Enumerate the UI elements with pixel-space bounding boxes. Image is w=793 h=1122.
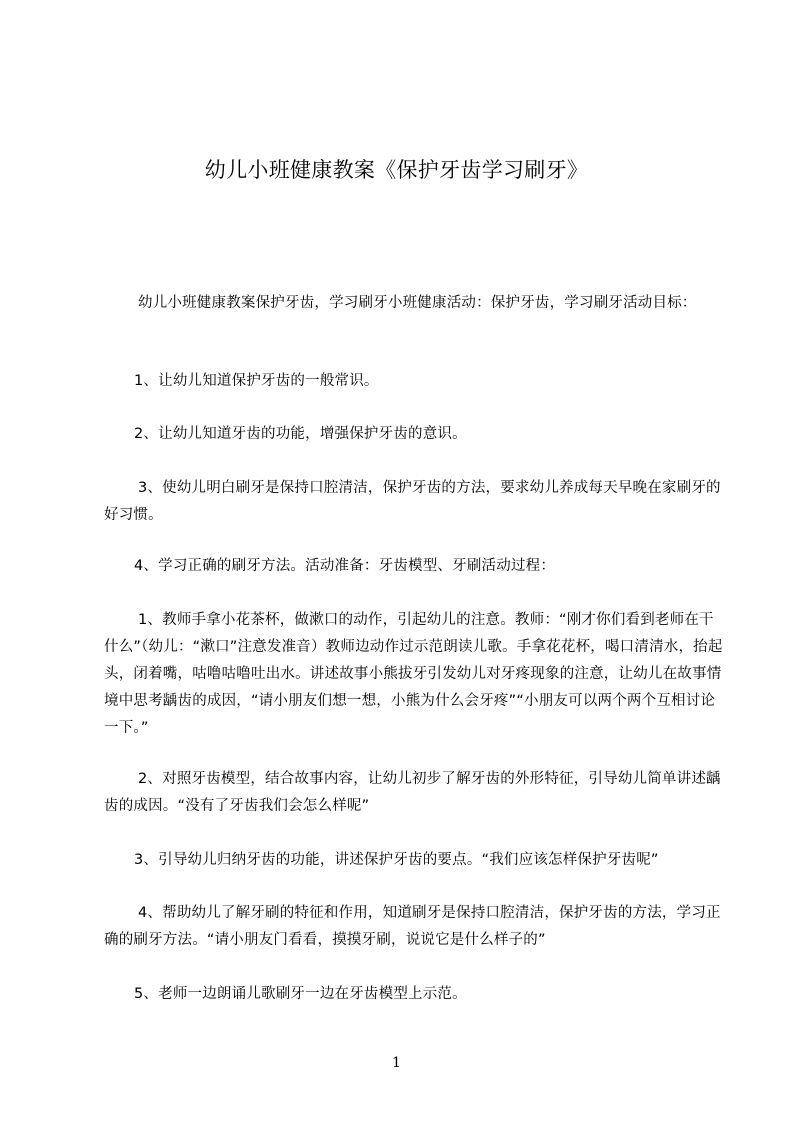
paragraph-goal-1: 1、让幼儿知道保护牙齿的一般常识。 — [134, 373, 379, 389]
paragraph-step-1: 1、教师手拿小花茶杯，做漱口的动作，引起幼儿的注意。教师：“刚才你们看到老师在干什么”（幼儿：“漱口”注意发准音）教师边动作过示范朗读儿歌。手拿花花杯，喝口清清水，抬起头，闭着嘴，咕噜咕噜吐出水。讲述故事小熊拔牙引发幼儿对牙疼现象的注意，让幼儿在故事情境中思考龋齿的成因，“请小朋友们想一想，小熊为什么会牙疼”“小朋友可以两个两个互相讨论一下。” — [104, 612, 723, 736]
paragraph-goal-3: 3、使幼儿明白刷牙是保持口腔清洁，保护牙齿的方法，要求幼儿养成每天早晚在家刷牙的好习惯。 — [104, 480, 721, 523]
paragraph-intro: 幼儿小班健康教案保护牙齿，学习刷牙小班健康活动：保护牙齿，学习刷牙活动目标： — [138, 295, 697, 311]
paragraph-step-5: 5、老师一边朗诵儿歌刷牙一边在牙齿模型上示范。 — [134, 986, 467, 1002]
paragraph-step-4: 4、帮助幼儿了解牙刷的特征和作用，知道刷牙是保持口腔清洁，保护牙齿的方法，学习正确的刷牙方法。“请小朋友门看看，摸摸牙刷，说说它是什么样子的” — [104, 905, 721, 948]
page-number: 1 — [392, 1055, 401, 1071]
paragraph-step-2: 2、对照牙齿模型，结合故事内容，让幼儿初步了解牙齿的外形特征，引导幼儿简单讲述龋齿的成因。“没有了牙齿我们会怎么样呢” — [104, 771, 721, 814]
document-title: 幼儿小班健康教案《保护牙齿学习刷牙》 — [204, 158, 589, 183]
paragraph-goal-2: 2、让幼儿知道牙齿的功能，增强保护牙齿的意识。 — [134, 426, 467, 442]
paragraph-goal-4: 4、学习正确的刷牙方法。活动准备：牙齿模型、牙刷活动过程： — [134, 558, 556, 574]
paragraph-step-3: 3、引导幼儿归纳牙齿的功能，讲述保护牙齿的要点。“我们应该怎样保护牙齿呢” — [134, 852, 659, 868]
